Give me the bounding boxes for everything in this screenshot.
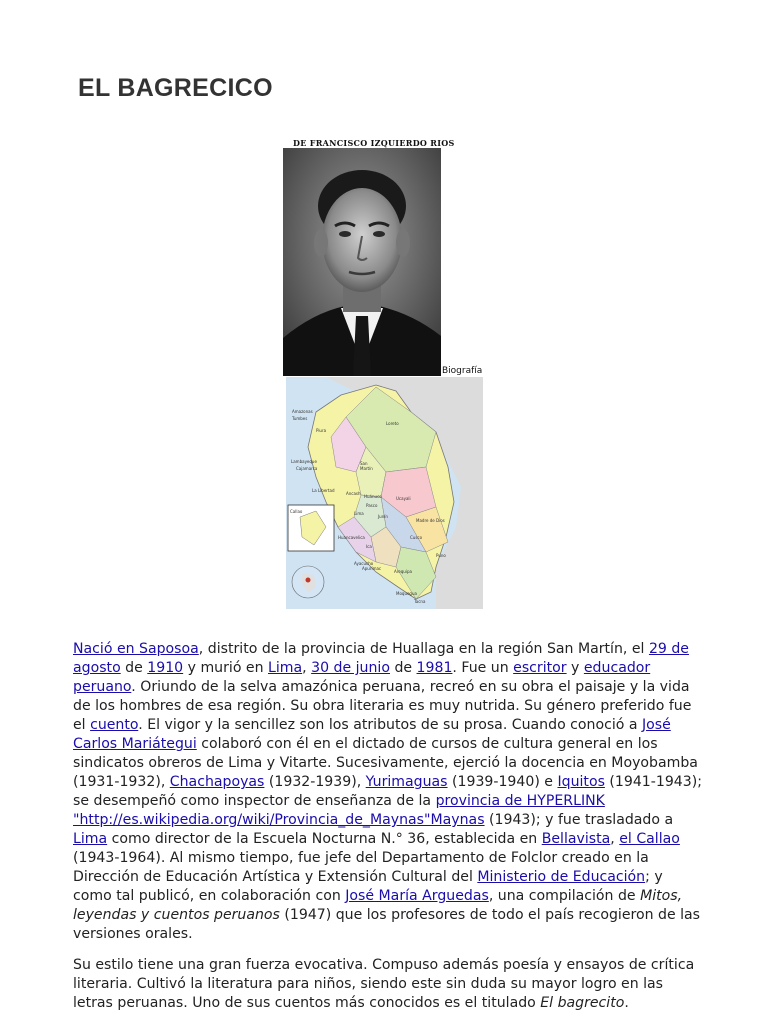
- wiki-link[interactable]: 1910: [147, 660, 184, 676]
- peru-regions-map: [286, 377, 483, 609]
- italic-title: El bagrecito: [540, 995, 625, 1011]
- text-run: , distrito de la provincia de Huallaga en la región San Martín, el: [198, 641, 649, 657]
- wiki-link[interactable]: José María Arguedas: [345, 888, 489, 904]
- biography-label: Biografía: [442, 366, 483, 376]
- text-run: (1947) que los profesores de todo el país recogieron de las versiones orales.: [73, 907, 701, 942]
- svg-text:Cajamarca: Cajamarca: [296, 466, 318, 471]
- text-run: (1943-1964). Al mismo tiempo, fue jefe del Departamento de Folclor creado en la Dirección de Educación Artística y Extensión Cultural del: [73, 850, 649, 885]
- text-run: . Fue un: [452, 660, 514, 676]
- svg-text:Junín: Junín: [378, 514, 388, 519]
- wiki-link[interactable]: educador peruano: [73, 660, 651, 695]
- wiki-link[interactable]: Chachapoyas: [169, 774, 265, 790]
- text-run: . Oriundo de la selva amazónica peruana, recreó en su obra el paisaje y la vida de los hombres de esa región. Su obra literaria es muy nutrida. Su género preferido fue el: [73, 679, 692, 733]
- svg-text:Puno: Puno: [436, 553, 446, 558]
- text-run: . El vigor y la sencillez son los atributos de su prosa. Cuando conoció a: [138, 717, 642, 733]
- svg-text:Ancash: Ancash: [346, 491, 361, 496]
- wiki-link[interactable]: Bellavista: [541, 831, 611, 847]
- svg-text:Ayacucho: Ayacucho: [354, 561, 374, 566]
- svg-text:Ucayali: Ucayali: [396, 496, 411, 501]
- text-run: Su estilo tiene una gran fuerza evocativa. Compuso además poesía y ensayos de crítica literaria. Cultivó la literatura para niños, siendo este sin duda su mayor logro en las letras peruanas. Uno de sus cuentos más conocidos es el titulado: [73, 957, 695, 1011]
- text-run: colaboró con él en el dictado de cursos de cultura general en los sindicatos obreros de Lima y Vitarte. Sucesivamente, ejerció la docencia en Moyobamba (1931-1932),: [73, 736, 698, 790]
- wiki-link[interactable]: José Carlos Mariátegui: [73, 717, 671, 752]
- svg-text:Tacna: Tacna: [414, 599, 426, 604]
- biography-paragraph-1: [73, 640, 703, 944]
- svg-text:Apurímac: Apurímac: [362, 566, 382, 571]
- text-run: ,: [610, 831, 620, 847]
- svg-text:San: San: [360, 461, 368, 466]
- author-portrait: [283, 148, 441, 376]
- wiki-link[interactable]: Nació en Saposoa: [73, 641, 199, 657]
- wiki-link[interactable]: escritor: [513, 660, 567, 676]
- svg-text:Ica: Ica: [366, 544, 372, 549]
- text-run: ,: [302, 660, 312, 676]
- wiki-link[interactable]: 29 de agosto: [73, 641, 689, 676]
- wiki-link[interactable]: Lima: [73, 831, 108, 847]
- svg-text:Callao: Callao: [290, 509, 303, 514]
- svg-text:Martín: Martín: [360, 466, 373, 471]
- svg-text:Huánuco: Huánuco: [364, 494, 382, 499]
- text-run: de: [120, 660, 148, 676]
- svg-text:Madre de Dios: Madre de Dios: [416, 518, 445, 523]
- text-run: y murió en: [183, 660, 269, 676]
- svg-text:Loreto: Loreto: [386, 421, 399, 426]
- text-run: (1932-1939),: [264, 774, 366, 790]
- wiki-link[interactable]: Lima: [268, 660, 303, 676]
- text-run: ; y como tal publicó, en colaboración con: [73, 869, 663, 904]
- text-run: y: [566, 660, 584, 676]
- svg-text:Lambayeque: Lambayeque: [291, 459, 317, 464]
- svg-text:Huancavelica: Huancavelica: [338, 535, 365, 540]
- text-run: , una compilación de: [488, 888, 641, 904]
- text-run: como director de la Escuela Nocturna N.° 36, establecida en: [107, 831, 542, 847]
- photo-caption: DE FRANCISCO IZQUIERDO RIOS: [293, 138, 455, 148]
- svg-text:Tumbes: Tumbes: [292, 416, 308, 421]
- wiki-link[interactable]: cuento: [90, 717, 139, 733]
- text-run: (1941-1943); se desempeñó como inspector de enseñanza de la: [73, 774, 702, 809]
- wiki-link[interactable]: 30 de junio: [311, 660, 390, 676]
- page-title: EL BAGRECICO: [78, 74, 273, 102]
- wiki-link[interactable]: Iquitos: [557, 774, 605, 790]
- text-run: (1939-1940) e: [447, 774, 558, 790]
- italic-title: Mitos, leyendas y cuentos peruanos: [73, 888, 683, 923]
- wiki-link[interactable]: Yurimaguas: [365, 774, 448, 790]
- svg-text:Pasco: Pasco: [366, 503, 378, 508]
- svg-text:Arequipa: Arequipa: [394, 569, 412, 574]
- text-run: de: [389, 660, 417, 676]
- wiki-link[interactable]: el Callao: [619, 831, 680, 847]
- wiki-link[interactable]: provincia de HYPERLINK "http://es.wikipedia.org/wiki/Provincia_de_Maynas"Maynas: [73, 793, 605, 828]
- svg-text:Moquegua: Moquegua: [396, 591, 417, 596]
- wiki-link[interactable]: 1981: [416, 660, 453, 676]
- wiki-link[interactable]: Ministerio de Educación: [477, 869, 646, 885]
- biography-paragraph-2: [73, 956, 703, 1013]
- svg-text:Lima: Lima: [354, 511, 364, 516]
- text-run: (1943); y fue trasladado a: [484, 812, 674, 828]
- text-run: .: [624, 995, 629, 1011]
- biography-text: [73, 640, 703, 1025]
- svg-text:Cusco: Cusco: [410, 535, 423, 540]
- svg-text:La Libertad: La Libertad: [312, 488, 335, 493]
- svg-text:Amazonas: Amazonas: [292, 409, 313, 414]
- svg-text:Piura: Piura: [316, 428, 327, 433]
